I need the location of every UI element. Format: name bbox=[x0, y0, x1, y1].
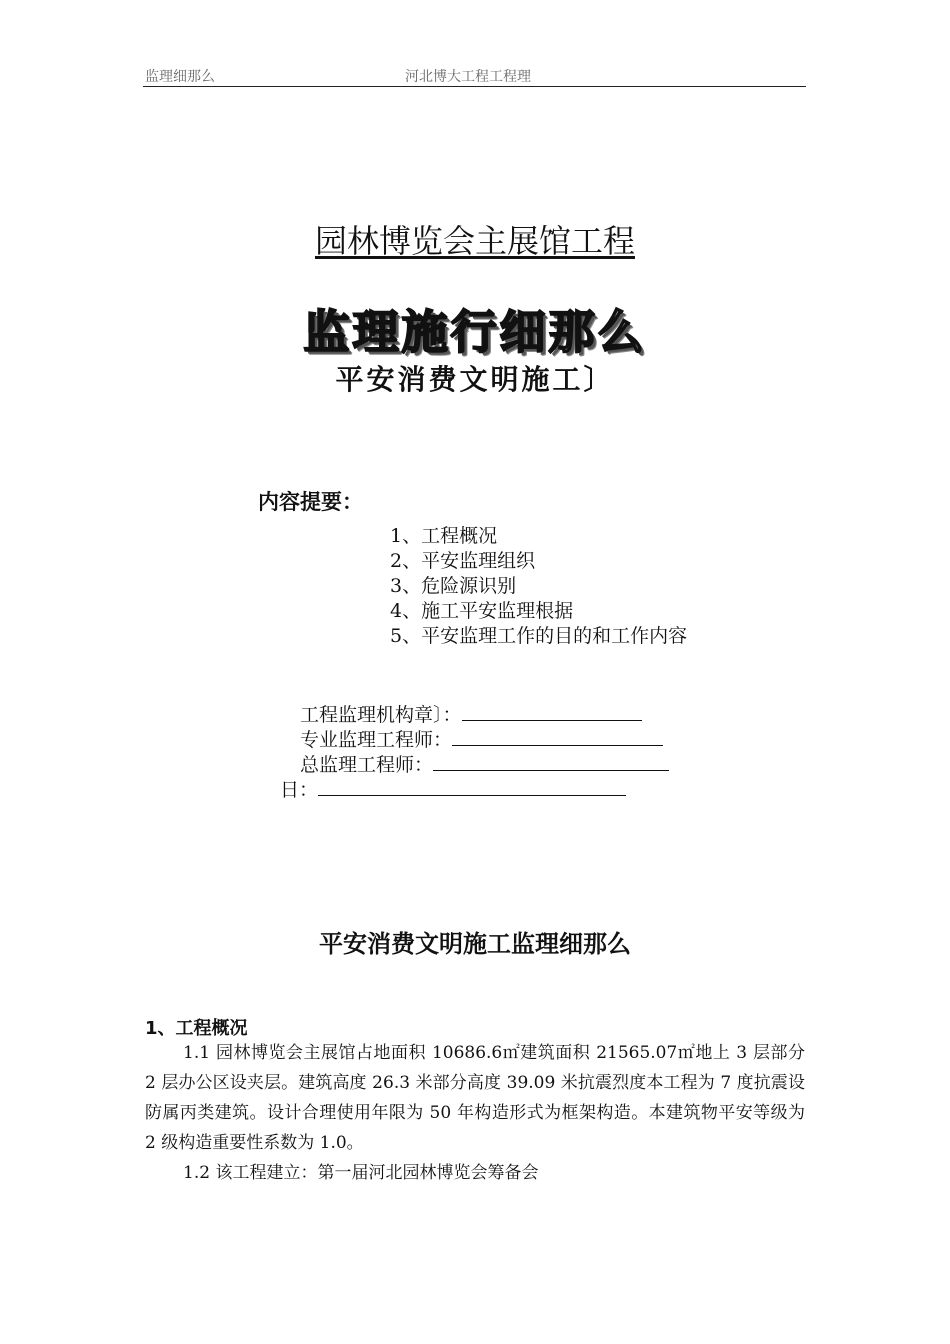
toc-list bbox=[390, 524, 687, 649]
engineer-row bbox=[300, 725, 663, 752]
toc-item: 2、平安监理组织 bbox=[390, 550, 536, 572]
header-left: 监理细那么 bbox=[145, 69, 215, 85]
header-center: 河北博大工程工程理 bbox=[405, 69, 531, 85]
date-row bbox=[280, 775, 626, 802]
toc-item: 3、危险源识别 bbox=[390, 575, 517, 597]
org-seal-blank[interactable] bbox=[462, 702, 642, 721]
date-blank[interactable] bbox=[318, 777, 626, 796]
chief-engineer-row bbox=[300, 750, 669, 777]
engineer-label: 专业监理工程师： bbox=[300, 729, 453, 751]
engineer-blank[interactable] bbox=[452, 727, 663, 746]
org-seal-row bbox=[300, 700, 642, 727]
sub-title: 平安消费文明施工〕 bbox=[335, 363, 615, 396]
toc-item: 1、工程概况 bbox=[390, 525, 498, 547]
section-heading: 1、工程概况 bbox=[145, 1018, 248, 1039]
header-rule bbox=[143, 86, 806, 87]
paragraph-1-1: 1.1 园林博览会主展馆占地面积 10686.6㎡建筑面积 21565.07㎡地上 3 层部分 2 层办公区设夹层。建筑高度 26.3 米部分高度 39.09 米抗震烈度本工程为 7 度抗震设防属丙类建筑。设计合理使用年限为 50 年构造形式为框架构造。本建筑物平安等级为 2 级构造重要性系数为 1.0。 bbox=[145, 1043, 805, 1153]
toc-heading: 内容提要： bbox=[258, 490, 363, 514]
chief-engineer-blank[interactable] bbox=[433, 752, 669, 771]
section-title: 平安消费文明施工监理细那么 bbox=[319, 930, 631, 958]
body-text bbox=[145, 1038, 805, 1188]
project-title: 园林博览会主展馆工程 bbox=[314, 222, 635, 260]
chief-engineer-label: 总监理工程师： bbox=[300, 754, 434, 776]
paragraph-1-2: 1.2 该工程建立：第一届河北园林博览会筹备会 bbox=[183, 1163, 539, 1183]
org-seal-label: 工程监理机构章〕： bbox=[300, 704, 462, 726]
date-label: 日： bbox=[280, 779, 319, 801]
toc-item: 5、平安监理工作的目的和工作内容 bbox=[390, 625, 688, 647]
toc-item: 4、施工平安监理根据 bbox=[390, 600, 574, 622]
main-title: 监理施行细那么 bbox=[303, 305, 647, 359]
